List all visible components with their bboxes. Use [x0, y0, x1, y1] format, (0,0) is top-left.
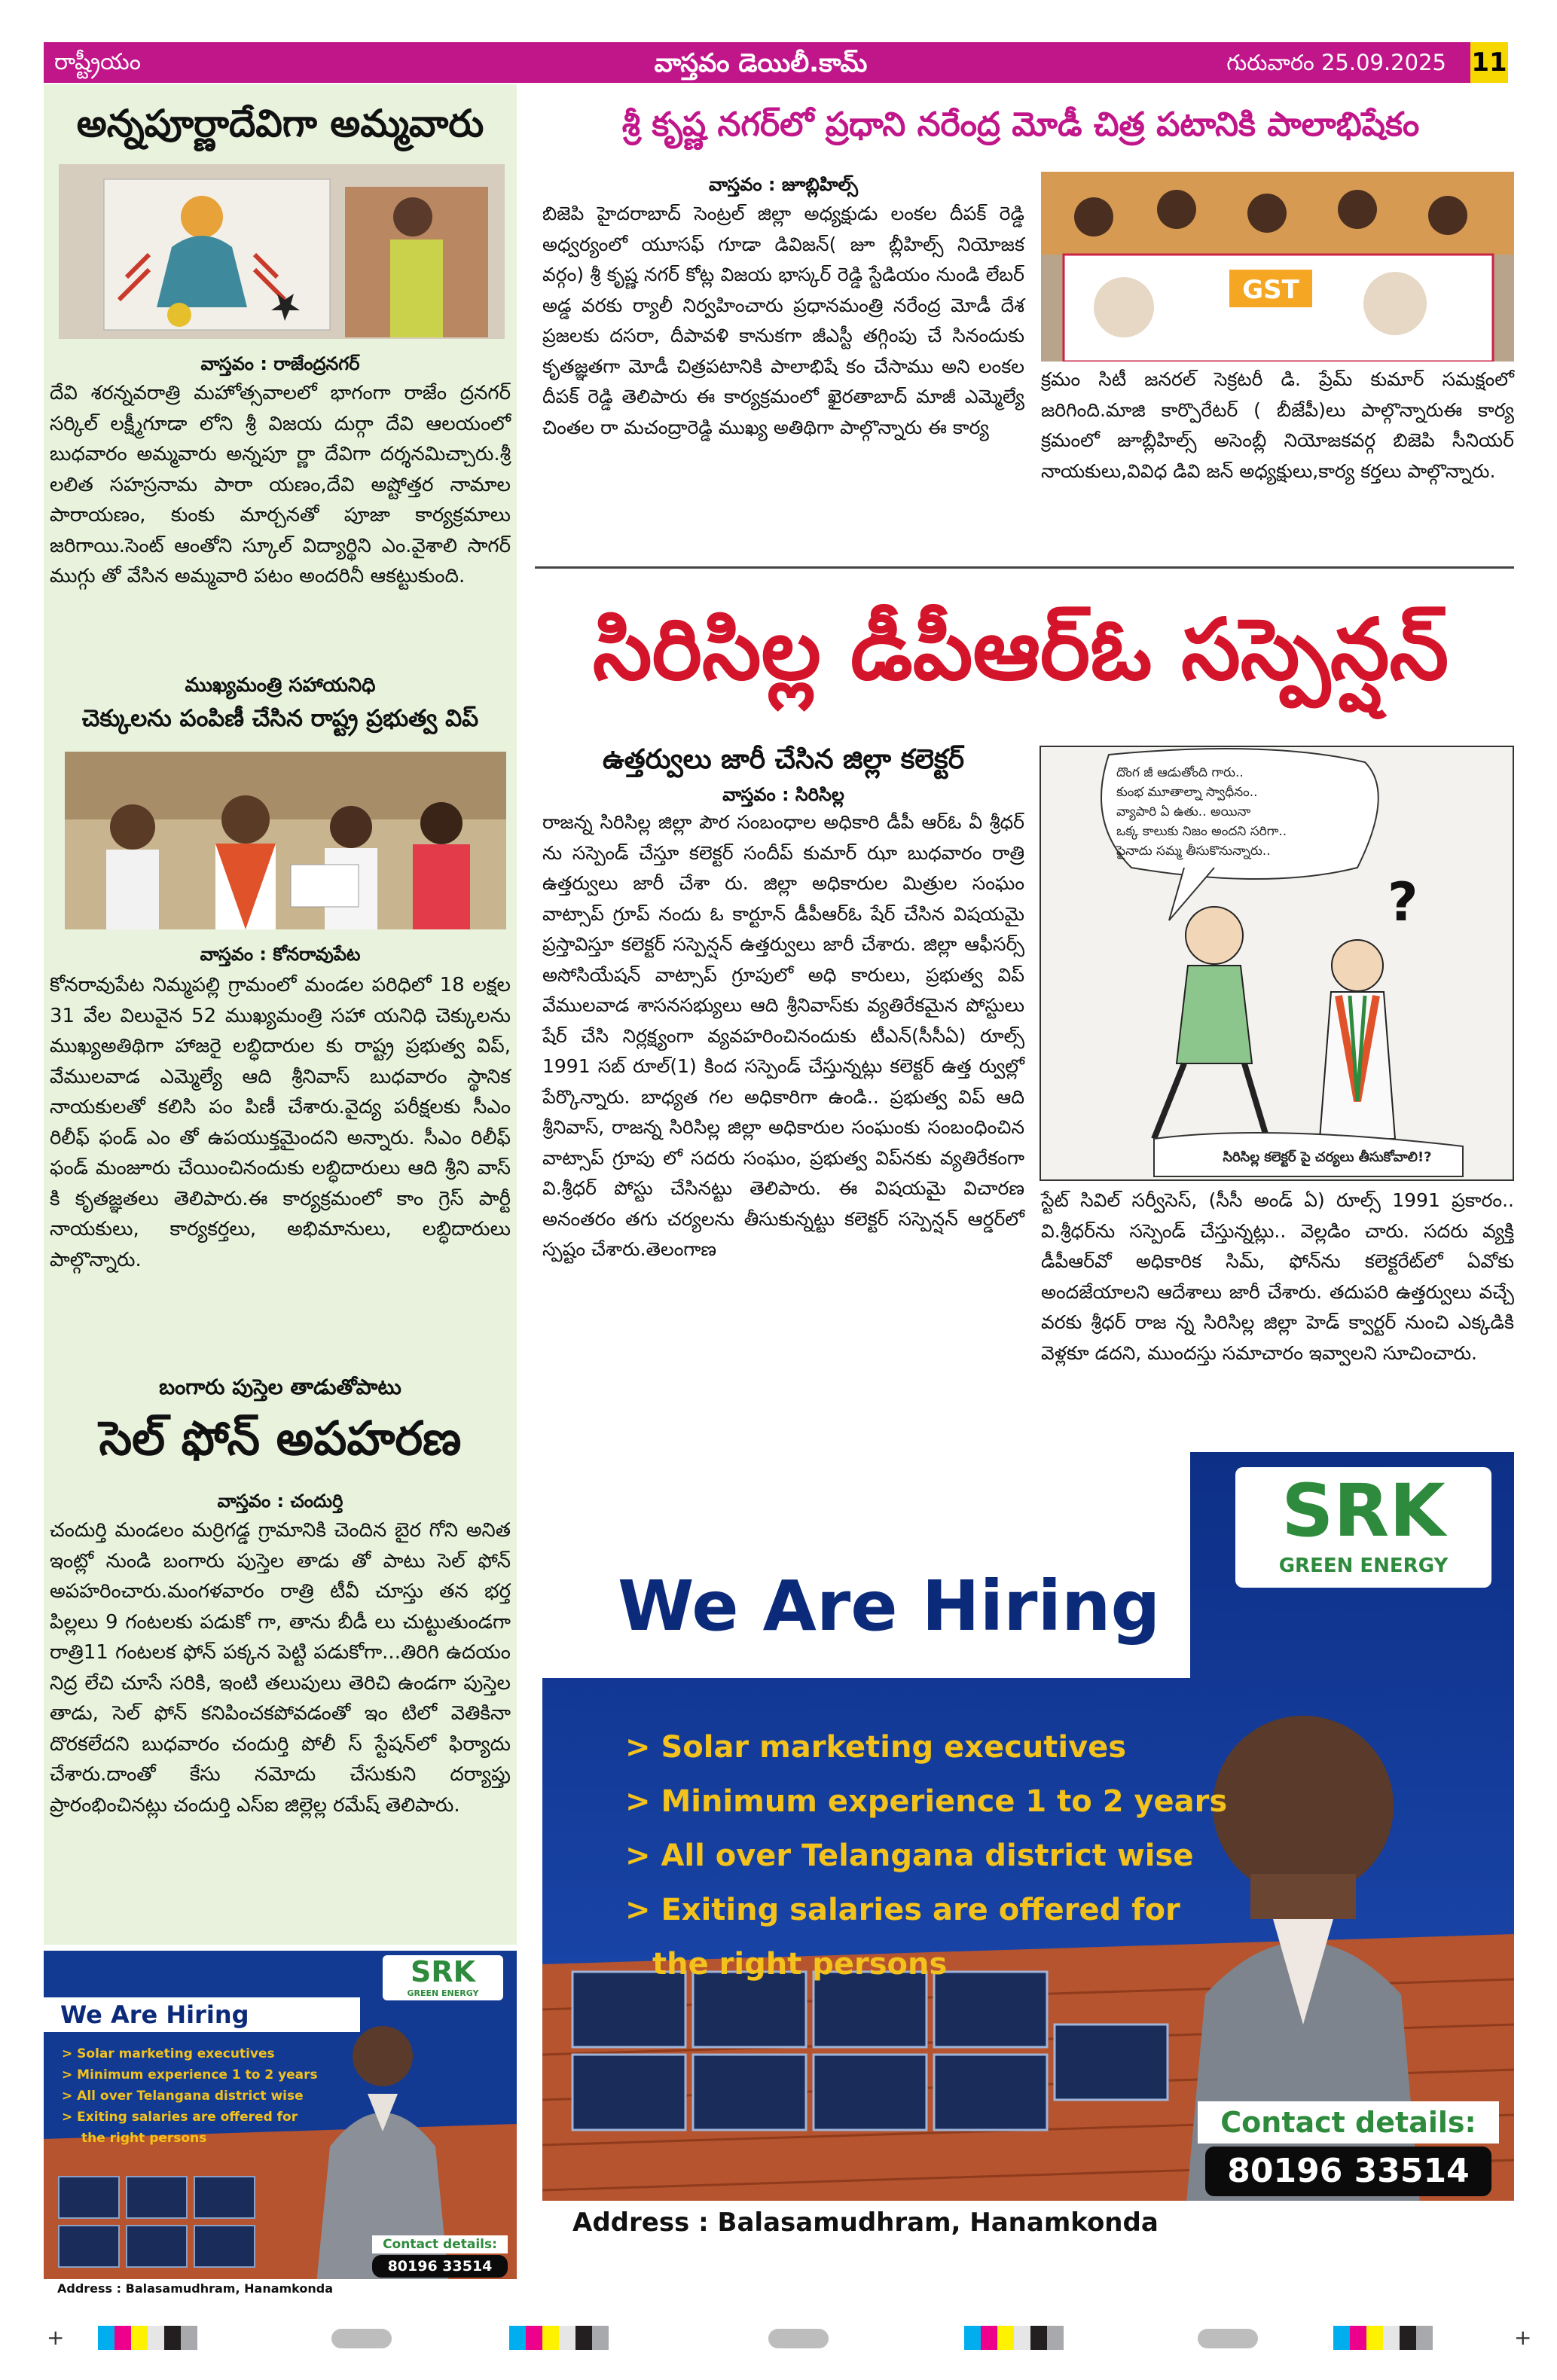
story5-byline: వాస్తవం : సిరిసిల్ల — [722, 784, 844, 805]
ad-brand-sub: GREEN ENERGY — [1278, 1555, 1449, 1577]
story5-headline: సిరిసిల్ల డీపీఆర్ఓ సస్పెన్షన్ — [592, 601, 1449, 699]
cartoon — [1040, 746, 1514, 1181]
story4-headline: శ్రీ కృష్ణ నగర్‌లో ప్రధాని నరేంద్ర మోడీ చిత్ర పటానికి పాలాభిషేకం — [621, 105, 1420, 144]
story4-byline: వాస్తవం : జూబ్లిహిల్స్ — [709, 174, 858, 195]
crop-mark-left: + — [47, 2325, 65, 2350]
story2-photo — [65, 752, 506, 929]
ad-item-2: > Minimum experience 1 to 2 years — [625, 1784, 1228, 1819]
cheque-distribution-photo — [65, 752, 506, 929]
cartoon-line-5: పైనాదు సమ్మ తీసుకొనున్నారు.. — [1116, 844, 1271, 859]
cartoon-line-3: వ్యాపారి ఏ ఉతు.. అయినా — [1116, 804, 1251, 819]
rangoli-illustration — [59, 164, 505, 339]
ad-small-item-5: the right persons — [81, 2131, 207, 2146]
ad-small-address: Address : Balasamudhram, Hanamkonda — [44, 2279, 517, 2299]
ad-item-4: > Exiting salaries are offered for — [625, 1893, 1180, 1927]
story3-byline: వాస్తవం : చందుర్తి — [217, 1491, 343, 1512]
story2-byline: వాస్తవం : కోనరావుపేట — [200, 944, 361, 965]
story2-headline: చెక్కులను పంపిణీ చేసిన రాష్ట్ర ప్రభుత్వ విప్ — [81, 705, 479, 732]
gray-pill-3 — [1198, 2329, 1258, 2348]
story4-body-col1: బిజెపి హైదరాబాద్ సెంట్రల్ జిల్లా అధ్యక్షుడు లంకల దీపక్ రెడ్డి అధ్వర్యంలో యూసఫ్ గూడా డివిజన్( జూ బ్లీహిల్స్ నియోజక వర్గం) శ్రీ కృష్ణ నగర్ కోట్ల విజయ భాస్కర్ రెడ్డి స్టేడియం నుండి లేబర్ అడ్డ వరకు ర్యాలీ నిర్వహించారు ప్రధానమంత్రి నరేంద్ర మోడీ దేశ ప్రజలకు దసరా, దీపావళి కానుకగా జీఎస్టీ తగ్గింపు చే సినందుకు కృతజ్ఞతగా మోడీ చిత్రపటానికి పాలాభిషే కం చేసాము అని లంకల దీపక్ రెడ్డి తెలిపారు ఈ కార్యక్రమంలో ఖైరతాబాద్ మాజీ ఎమ్మెల్యే చింతల రా మచంద్రారెడ్డి ముఖ్య అతిథిగా పాల్గొన్నారు ఈ కార్య — [542, 203, 1024, 438]
story5-body-col1: రాజన్న సిరిసిల్ల జిల్లా పౌర సంబంధాల అధికారి డీపీ ఆర్ఓ వీ శ్రీధర్ ను సస్పెండ్ చేస్తూ కలెక్టర్ సందీప్ కుమార్ ఝా బుధవారం రాత్రి ఉత్తర్వులు జారీ చేశా రు. జిల్లా అధికారుల మిత్రుల సంఘం వాట్సాప్ గ్రూప్ నందు ఓ కార్టూన్ డీపీఆర్ఓ షేర్ చేసిన విషయమై ప్రస్తావిస్తూ కలెక్టర్ సస్పెన్షన్ ఉత్తర్వులు జారీ చేశారు. జిల్లా ఆఫీసర్స్ అసోసియేషన్ వాట్సాప్ గ్రూపులో అధి కారులు, ప్రభుత్వ విప్ వేములవాడ శాసనసభ్యులు ఆది శ్రీనివాస్‌కు వ్యతిరేకమైన పోస్టులు షేర్ చేసి నిర్లక్ష్యంగా వ్యవహరించినందుకు టీఎన్‌(సీసీఏ) రూల్స్ 1991 సబ్ రూల్(1) కింద సస్పెండ్ చేస్తున్నట్లు కలెక్టర్ ఉత్త ర్వుల్లో పేర్కొన్నారు. బాధ్యత గల అధికారిగా ఉండి.. ప్రభుత్వ విప్ ఆది శ్రీనివాస్, రాజన్న సిరిసిల్ల జిల్లా అధికారుల సంఘంకు సంబంధించిన వాట్సాప్ గ్రూపు లో సదరు సంఘం, ప్రభుత్వ విప్‌నకు వ్యతిరేకంగా వి.శ్రీధర్ పోస్టు చేసినట్టు తెలిపారు. ఈ విషయమై విచారణ అనంతరం తగు చర్యలను తీసుకున్నట్టు కలెక్టర్ సస్పెన్షన్ ఆర్డర్‌లో స్పష్టం చేశారు.తెలంగాణ — [542, 811, 1024, 1260]
ad-small-item-4: > Exiting salaries are offered for — [62, 2110, 298, 2125]
story5-body-col2: స్టేట్ సివిల్ సర్వీసెస్, (సీసీ అండ్ ఏ) రూల్స్ 1991 ప్రకారం.. వి.శ్రీధర్‌ను సస్పెండ్ చేస్తున్నట్లు.. వెల్లడిం చారు. సదరు వ్యక్తి డీపీఆర్‌వో అధికారిక సిమ్, ఫోన్‌ను కలెక్టరేట్‌లో ఏవోకు అందజేయాలని ఆదేశాలు జారీ చేశారు. తదుపరి ఉత్తర్వులు వచ్చే వరకు శ్రీధర్ రాజ న్న సిరిసిల్ల జిల్లా హెడ్ క్వార్టర్ నుంచి ఎక్కడికి వెళ్లకూ డదని, ముందస్తు సమాచారం ఇవ్వాలని సూచించారు. — [1041, 1189, 1514, 1364]
ad-brand-box — [1235, 1467, 1491, 1588]
story1-byline: వాస్తవం : రాజేంద్రనగర్ — [200, 353, 360, 374]
story1-headline: అన్నపూర్ణాదేవిగా అమ్మవారు — [76, 102, 484, 145]
hiring-ad-small — [44, 1951, 517, 2299]
ad-item-5: the right persons — [652, 1947, 948, 1982]
ad-small-brand-sub: GREEN ENERGY — [407, 1988, 479, 1998]
story5-subhead: ఉత్తర్వులు జారీ చేసిన జిల్లా కలెక్టర్ — [602, 744, 965, 775]
color-bar-1 — [98, 2326, 197, 2350]
story3-kicker: బంగారు పుస్తెల తాడుతోపాటు — [159, 1375, 401, 1399]
ad-small-contact-label: Contact details: — [372, 2235, 508, 2253]
gst-text: GST — [1242, 275, 1299, 305]
story2-body: కోనరావుపేట నిమ్మపల్లి గ్రామంలో మండల పరిధిలో 18 లక్షల 31 వేల విలువైన 52 ముఖ్యమంత్రి సహా యనిధి చెక్కులను ముఖ్యఅతిథిగా హాజరై లబ్ధిదారుల కు రాష్ట్ర ప్రభుత్వ విప్, వేములవాడ ఎమ్మెల్యే ఆది శ్రీనివాస్ బుధవారం స్థానిక నాయకులతో కలిసి పం పిణీ చేశారు.వైద్య పరీక్షలకు సీఎం రిలీఫ్ ఫండ్ ఎం తో ఉపయుక్తమైందని అన్నారు. సీఎం రిలీఫ్ ఫండ్ మంజూరు చేయించినందుకు లబ్ధిదారులు ఆది శ్రీని వాస్ కి కృతజ్ఞతలు తెలిపారు.ఈ కార్యక్రమంలో కాం గ్రెస్ పార్టీ నాయకులు, కార్యకర్తలు, అభిమానులు, లబ్ధిదారులు పాల్గొన్నారు. — [50, 974, 511, 1271]
story3-headline: సెల్ ఫోన్ అపహరణ — [99, 1411, 462, 1466]
gray-pill-1 — [331, 2329, 392, 2348]
ad-small-title: We Are Hiring — [44, 1997, 360, 2032]
page-number: 11 — [1470, 42, 1508, 83]
cartoon-question-mark: ? — [1388, 871, 1418, 933]
ad-brand: SRK — [1281, 1469, 1446, 1553]
gray-pill-2 — [768, 2329, 829, 2348]
ad-contact-label: Contact details: — [1198, 2101, 1499, 2144]
story1-body: దేవి శరన్నవరాత్రి మహోత్సవాలలో భాగంగా రాజేం ద్రనగర్ సర్కిల్ లక్ష్మీగూడా లోని శ్రీ విజయ దుర్గా దేవి ఆలయంలో బుధవారం అమ్మవారు అన్నపూ ర్ణా దేవిగా దర్శనమిచ్చారు.శ్రీ లలిత సహస్రనామ పారా యణం,దేవి అష్టోత్తర నామాల పారాయణం, కుంకు మార్చనతో పూజా కార్యక్రమాలు జరిగాయి.సెంట్ ఆంతోని స్కూల్ విద్యార్థిని ఎం.వైశాలి సాగర్ ముగ్గు తో వేసిన అమ్మవారి పటం అందరినీ ఆకట్టుకుంది. — [50, 382, 511, 587]
cartoon-caption: సిరిసిల్ల కలెక్టర్ పై చర్యలు తీసుకోవాలి!? — [1223, 1149, 1432, 1165]
ad-small-phone: 80196 33514 — [372, 2255, 508, 2278]
gst-banner-photo — [1041, 172, 1514, 362]
ad-item-3: > All over Telangana district wise — [625, 1838, 1194, 1873]
ad-item-1: > Solar marketing executives — [625, 1730, 1127, 1765]
section-divider — [535, 566, 1514, 569]
cartoon-line-4: ఒక్క కాలుకు నిజం అందని సరిగా.. — [1116, 824, 1287, 839]
color-bar-4 — [1333, 2326, 1433, 2350]
issue-date: గురువారం 25.09.2025 — [1226, 50, 1446, 75]
ad-small-item-1: > Solar marketing executives — [62, 2046, 275, 2061]
story1-photo — [59, 164, 505, 339]
story2-kicker: ముఖ్యమంత్రి సహాయనిధి — [185, 674, 376, 697]
color-bar-3 — [964, 2326, 1064, 2350]
story4-photo — [1041, 172, 1514, 362]
story4-body-col2: క్రమం సిటీ జనరల్ సెక్రటరీ డి. ప్రేమ్ కుమార్ సమక్షంలో జరిగింది.మాజి కార్పొరేటర్ ( బీజేపీ)లు పాల్గొన్నారుఈ కార్య క్రమంలో జూబ్లీహిల్స్ అసెంబ్లీ నియోజకవర్గ బిజెపి సీనియర్ నాయకులు,వివిధ డివి జన్ అధ్యక్షులు,కార్య కర్తలు పాల్గొన్నారు. — [1041, 368, 1514, 482]
ad-small-item-2: > Minimum experience 1 to 2 years — [62, 2067, 318, 2082]
ad-address: Address : Balasamudhram, Hanamkonda — [542, 2201, 1514, 2244]
hiring-ad — [542, 1452, 1514, 2244]
story3-body: చందుర్తి మండలం మర్రిగడ్డ గ్రామానికి చెందిన బైర గోని అనిత ఇంట్లో నుండి బంగారు పుస్తెల తాడు తో పాటు సెల్ ఫోన్ అపహరించారు.మంగళవారం రాత్రి టీవీ చూస్తు తన భర్త పిల్లలు 9 గంటలకు పడుకో గా, తాను బీడీ లు చుట్టుతుండగా రాత్రి11 గంటలక ఫోన్ పక్కన పెట్టి పడుకోగా...తిరిగి ఉదయం నిద్ర లేచి చూసే సరికి, ఇంటి తలుపులు తెరిచి ఉండగా పుస్తెల తాడు, సెల్ ఫోన్ కనిపించకపోవడంతో ఇం టిలో వెతికినా దొరకలేదని బుధవారం చందుర్తి పోలీ స్ స్టేషన్‌లో ఫిర్యాదు చేశారు.దాంతో కేసు నమోదు చేసుకుని దర్యాప్తు ప్రారంభించినట్లు చందుర్తి ఎస్ఐ జిల్లెల్ల రమేష్ తెలిపారు. — [50, 1519, 511, 1817]
masthead: వాస్తవం డెయిలీ.కామ్ — [654, 48, 868, 78]
color-bar-2 — [509, 2326, 609, 2350]
ad-small-item-3: > All over Telangana district wise — [62, 2089, 304, 2104]
cartoon-line-1: దొంగ జీ ఆడుతోంది గారు.. — [1116, 765, 1244, 780]
ad-small-brand-text: SRK — [410, 1955, 476, 1988]
cartoon-line-2: కుంభ మూతాల్నా స్వాధీనం.. — [1116, 785, 1258, 800]
ad-phone: 80196 33514 — [1205, 2147, 1491, 2196]
section-label: రాష్ట్రీయం — [54, 49, 141, 75]
ad-title: We Are Hiring — [542, 1550, 1190, 1663]
ad-small-brand — [383, 1955, 503, 2000]
crop-mark-right: + — [1514, 2325, 1532, 2350]
